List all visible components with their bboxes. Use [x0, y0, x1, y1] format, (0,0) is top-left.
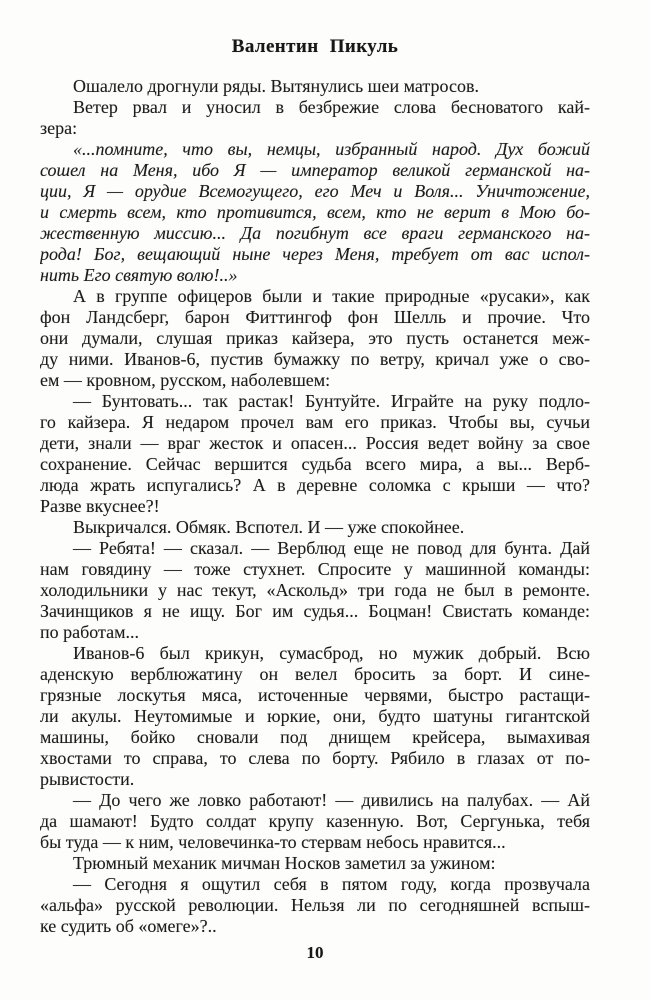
text-line: да шамают! Будто солдат крупу казенную. Вот, Сергунька, тебя — [40, 811, 590, 831]
text-line: по работам... — [40, 622, 140, 642]
text-line: ции, Я — орудие Всемогущего, его Меч и Воля... Уничтожение, — [40, 181, 590, 201]
text-line: хвостами то справа, то слева по борту. Рябило в глазах от по- — [40, 748, 590, 768]
text-line: и смерть всем, кто противится, всем, кто не верит в Мою бо- — [40, 202, 590, 222]
text-line: рода! Бог, вещающий ныне через Меня, требует от вас испол- — [40, 244, 590, 264]
paragraph — [40, 643, 590, 790]
text-line: Зачинщиков я не ищу. Бог им судья... Боцман! Свистать команде: — [40, 601, 590, 621]
text-line: дети, знали — враг жесток и опасен... Россия ведет войну за свое — [40, 433, 590, 453]
paragraph — [40, 139, 590, 286]
paragraph — [40, 790, 590, 853]
text-line: сохранение. Сейчас вершится судьба всего мира, а вы... Верб- — [40, 454, 590, 474]
text-line: — До чего же ловко работают! — дивились на палубах. — Ай — [73, 790, 590, 810]
text-line: Ветер рвал и уносил в безбрежие слова бесноватого кай- — [73, 97, 590, 117]
paragraph — [40, 391, 590, 517]
text-line: Иванов-6 был крикун, сумасброд, но мужик добрый. Всю — [73, 643, 590, 663]
text-line: го кайзера. Я недаром прочел вам его приказ. Чтобы вы, сучьи — [40, 412, 590, 432]
paragraph — [40, 97, 590, 139]
text-line: «...помните, что вы, немцы, избранный народ. Дух божий — [73, 139, 590, 159]
text-line: фон Ландсберг, барон Фиттингоф фон Шелль и прочие. Что — [40, 307, 590, 327]
text-line: Разве вкуснее?! — [40, 496, 160, 516]
text-line: нам говядину — тоже стухнет. Спросите у машинной команды: — [40, 559, 590, 579]
page-header: Валентин Пикуль — [231, 36, 399, 57]
paragraph — [40, 517, 590, 538]
page-number: 10 — [306, 943, 324, 962]
paragraph — [40, 853, 590, 874]
text-line: Выкричался. Обмяк. Вспотел. И — уже спокойнее. — [73, 517, 465, 537]
text-line: сошел на Меня, ибо Я — император великой германской на- — [40, 160, 590, 180]
text-line: Ошалело дрогнули ряды. Вытянулись шеи матросов. — [73, 76, 479, 96]
text-line: зера: — [40, 118, 78, 138]
text-line: бы туда — к ним, человечинка-то стервам небось нравится... — [40, 832, 506, 852]
text-line: А в группе офицеров были и такие природные «русаки», как — [73, 286, 590, 306]
paragraph — [40, 874, 590, 937]
text-line: Трюмный механик мичман Носков заметил за ужином: — [73, 853, 496, 873]
text-line: ке судить об «омеге»?.. — [40, 916, 217, 936]
text-line: они думали, слушая приказ кайзера, это пусть останется меж- — [40, 328, 590, 348]
text-line: ем — кровном, русском, наболевшем: — [40, 370, 331, 390]
text-line: — Ребята! — сказал. — Верблюд еще не повод для бунта. Дай — [73, 538, 590, 558]
text-line: грязные лоскутья мяса, источенные червями, быстро растащи- — [40, 685, 590, 705]
text-line: ду ними. Иванов-6, пустив бумажку по ветру, кричал уже о сво- — [40, 349, 590, 369]
text-line: люда жрать испугались? А в деревне соломка с крыши — что? — [40, 475, 590, 495]
text-line: холодильники у нас текут, «Аскольд» три года не был в ремонте. — [40, 580, 590, 600]
paragraph — [40, 538, 590, 643]
text-line: жественную миссию... Да погибнут все враги германского на- — [40, 223, 590, 243]
text-line: рывистости. — [40, 769, 135, 789]
text-line: «альфа» русской революции. Нельзя ли по сегодняшней вспыш- — [40, 895, 590, 915]
text-line: нить Его святую волю!..» — [40, 265, 238, 285]
paragraph — [40, 286, 590, 391]
text-line: ли акулы. Неутомимые и юркие, они, будто шатуны гигантской — [40, 706, 590, 726]
page-body — [40, 76, 590, 937]
text-line: — Бунтовать... так растак! Бунтуйте. Играйте на руку подло- — [73, 391, 590, 411]
text-line: — Сегодня я ощутил себя в пятом году, когда прозвучала — [73, 874, 590, 894]
text-line: машины, бойко сновали под днищем крейсера, вымахивая — [40, 727, 590, 747]
text-line: аденскую верблюжатину он велел бросить за борт. И сине- — [40, 664, 590, 684]
paragraph — [40, 76, 590, 97]
